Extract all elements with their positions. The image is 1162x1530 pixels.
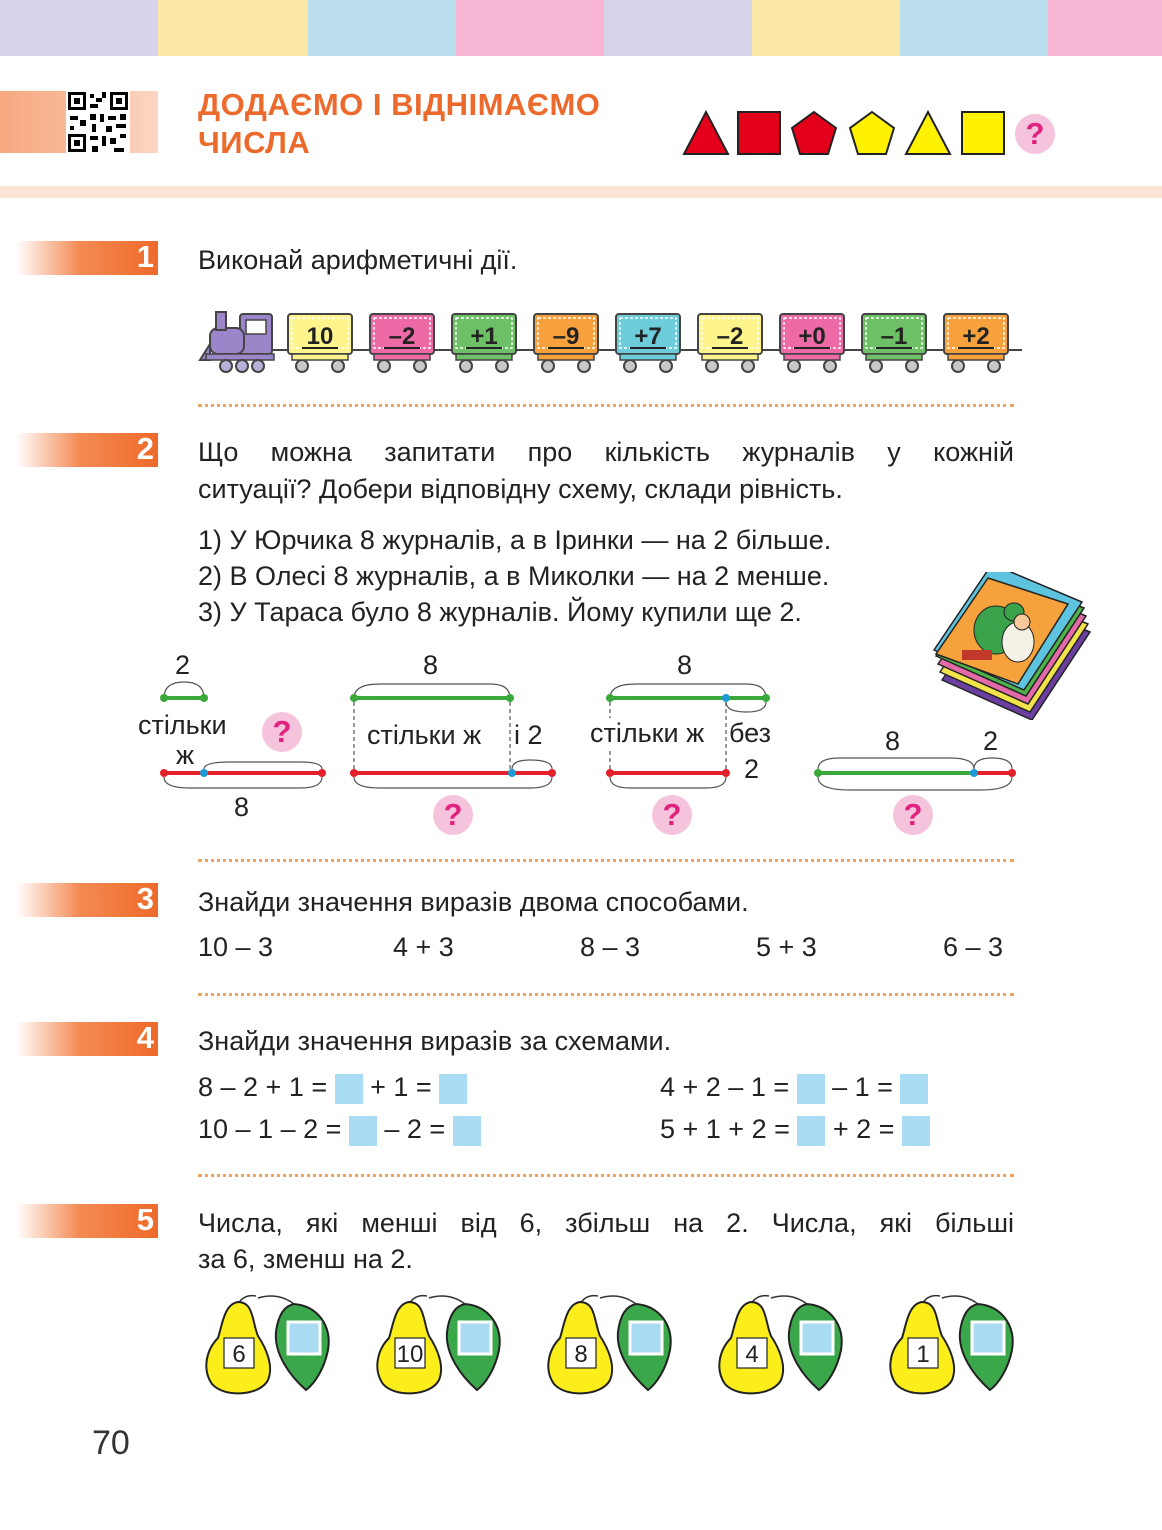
wagon bbox=[780, 314, 844, 372]
scheme-3-top-label: 8 bbox=[677, 650, 693, 680]
task-5-tab bbox=[16, 1204, 158, 1238]
pear-number: 6 bbox=[232, 1341, 246, 1368]
title-line-1: ДОДАЄМО І ВІДНІМАЄМО bbox=[198, 87, 601, 122]
divider bbox=[198, 993, 1014, 996]
task-number: 3 bbox=[136, 881, 154, 916]
task-2-item-3: 3) У Тараса було 8 журналів. Йому купили ще 2. bbox=[198, 597, 802, 627]
expression: 8 – 3 bbox=[580, 932, 641, 962]
answer-box[interactable] bbox=[797, 1074, 825, 1104]
task-2-text-line-1: Що можна запитати про кількість журналів у кожній bbox=[198, 437, 1014, 467]
answer-box[interactable] bbox=[972, 1322, 1004, 1354]
scheme-1-question-icon: ? bbox=[262, 712, 302, 752]
expression-text: 8 – 2 + 1 = bbox=[198, 1072, 335, 1102]
task-4-row-1-left bbox=[198, 1072, 467, 1104]
expression: 5 + 3 bbox=[756, 932, 817, 962]
pears-row bbox=[190, 1290, 1030, 1400]
answer-box[interactable] bbox=[900, 1074, 928, 1104]
answer-box[interactable] bbox=[459, 1322, 491, 1354]
scheme-4-right-label: 2 bbox=[983, 726, 999, 756]
pear-number: 10 bbox=[396, 1341, 424, 1368]
scheme-3-question-icon: ? bbox=[652, 795, 692, 835]
scheme-4-question-icon: ? bbox=[893, 795, 933, 835]
scheme-3-extra-label-1: без bbox=[729, 718, 771, 748]
pear-number: 8 bbox=[574, 1341, 588, 1368]
locomotive-icon bbox=[200, 312, 274, 372]
train-illustration bbox=[196, 300, 1026, 380]
top-color-bar bbox=[0, 0, 1162, 56]
task-2-item-1: 1) У Юрчика 8 журналів, а в Іринки — на 2 більше. bbox=[198, 525, 832, 555]
answer-box[interactable] bbox=[453, 1116, 481, 1146]
scheme-1-bottom-label: 8 bbox=[234, 792, 250, 822]
wagon-label: +1 bbox=[470, 323, 498, 350]
wagon bbox=[616, 314, 680, 372]
task-4-row-1-right bbox=[660, 1072, 928, 1104]
expression: 4 + 3 bbox=[393, 932, 454, 962]
expression: 6 – 3 bbox=[943, 932, 1004, 962]
scheme-3-mid-label: стільки ж bbox=[590, 718, 705, 748]
pear-number: 4 bbox=[745, 1341, 759, 1368]
wagon bbox=[698, 314, 762, 372]
task-2-text-line-2: ситуації? Добери відповідну схему, склади рівність. bbox=[198, 474, 843, 504]
page-number: 70 bbox=[92, 1424, 130, 1462]
yellow-square-icon bbox=[962, 112, 1004, 154]
wagon bbox=[862, 314, 926, 372]
task-1-text: Виконай арифметичні дії. bbox=[198, 245, 518, 275]
answer-box[interactable] bbox=[288, 1322, 320, 1354]
wagon-label: –2 bbox=[388, 323, 416, 350]
task-4-text: Знайди значення виразів за схемами. bbox=[198, 1026, 672, 1056]
task-1-tab bbox=[16, 241, 158, 275]
wagon-label: –9 bbox=[552, 323, 580, 350]
expression-text: 5 + 1 + 2 = bbox=[660, 1114, 798, 1144]
task-number: 1 bbox=[136, 239, 154, 274]
scheme-4-left-label: 8 bbox=[885, 726, 901, 756]
answer-box[interactable] bbox=[630, 1322, 662, 1354]
red-square-icon bbox=[738, 112, 780, 154]
pear-card bbox=[206, 1296, 328, 1394]
task-number: 2 bbox=[136, 431, 154, 466]
wagon-label: +2 bbox=[962, 323, 990, 350]
task-2-tab bbox=[16, 433, 158, 467]
scheme-3-extra-label-2: 2 bbox=[744, 754, 760, 784]
title-line-2: ЧИСЛА bbox=[198, 125, 311, 160]
scheme-2-extra-label: і 2 bbox=[514, 720, 543, 750]
wagon bbox=[452, 314, 516, 372]
expression-text: + 2 = bbox=[825, 1114, 902, 1144]
scheme-1-mid-label-2: ж bbox=[176, 740, 195, 770]
expression-text: – 2 = bbox=[376, 1114, 453, 1144]
pear-card bbox=[890, 1296, 1012, 1394]
answer-box[interactable] bbox=[797, 1116, 825, 1146]
wagon-label: +7 bbox=[634, 323, 662, 350]
question-mark-icon: ? bbox=[1015, 114, 1055, 154]
answer-box[interactable] bbox=[349, 1116, 377, 1146]
page-title bbox=[198, 86, 600, 162]
qr-code-icon[interactable] bbox=[66, 90, 130, 154]
divider bbox=[198, 404, 1014, 407]
expression-text: 10 – 1 – 2 = bbox=[198, 1114, 349, 1144]
expression-text: – 1 = bbox=[824, 1072, 901, 1102]
task-number: 5 bbox=[136, 1202, 154, 1237]
expression-text: 4 + 2 – 1 = bbox=[660, 1072, 797, 1102]
pear-card bbox=[548, 1296, 670, 1394]
scheme-4 bbox=[814, 758, 1016, 790]
pear-card bbox=[377, 1296, 499, 1394]
scheme-2-mid-label: стільки ж bbox=[367, 720, 482, 750]
answer-box[interactable] bbox=[335, 1074, 363, 1104]
answer-box[interactable] bbox=[439, 1074, 467, 1104]
scheme-2-question-icon: ? bbox=[433, 795, 473, 835]
task-2-item-2: 2) В Олесі 8 журналів, а в Миколки — на 2 менше. bbox=[198, 561, 830, 591]
answer-box[interactable] bbox=[902, 1116, 930, 1146]
expression: 10 – 3 bbox=[198, 932, 274, 962]
divider bbox=[198, 859, 1014, 862]
task-3-text: Знайди значення виразів двома способами. bbox=[198, 887, 749, 917]
wagon-label: +0 bbox=[798, 323, 826, 350]
shapes-sequence bbox=[680, 108, 1062, 158]
red-pentagon-icon bbox=[792, 112, 836, 154]
scheme-1-mid-label-1: стільки bbox=[138, 710, 227, 740]
answer-box[interactable] bbox=[801, 1322, 833, 1354]
wagon bbox=[944, 314, 1008, 372]
task-4-row-2-right bbox=[660, 1114, 930, 1146]
task-4-tab bbox=[16, 1022, 158, 1056]
header-divider bbox=[0, 186, 1162, 198]
red-triangle-icon bbox=[684, 112, 728, 154]
expression-text: + 1 = bbox=[362, 1072, 440, 1102]
divider bbox=[198, 1174, 1014, 1177]
pear-card bbox=[719, 1296, 841, 1394]
wagon-label: –2 bbox=[716, 323, 744, 350]
task-3-tab bbox=[16, 883, 158, 917]
task-4-row-2-left bbox=[198, 1114, 481, 1146]
wagon bbox=[370, 314, 434, 372]
yellow-triangle-icon bbox=[906, 112, 950, 154]
wagon bbox=[534, 314, 598, 372]
wagon bbox=[288, 314, 352, 372]
task-5-text-line-2: за 6, зменш на 2. bbox=[198, 1244, 413, 1274]
yellow-pentagon-icon bbox=[850, 112, 894, 154]
scheme-2-top-label: 8 bbox=[423, 650, 439, 680]
pear-number: 1 bbox=[916, 1341, 930, 1368]
wagon-label: 10 bbox=[306, 323, 334, 350]
wagon-label: –1 bbox=[880, 323, 908, 350]
task-5-text-line-1: Числа, які менші від 6, збільш на 2. Числа, які більші bbox=[198, 1208, 1014, 1238]
scheme-1-top-label: 2 bbox=[175, 650, 191, 680]
task-number: 4 bbox=[136, 1020, 154, 1055]
